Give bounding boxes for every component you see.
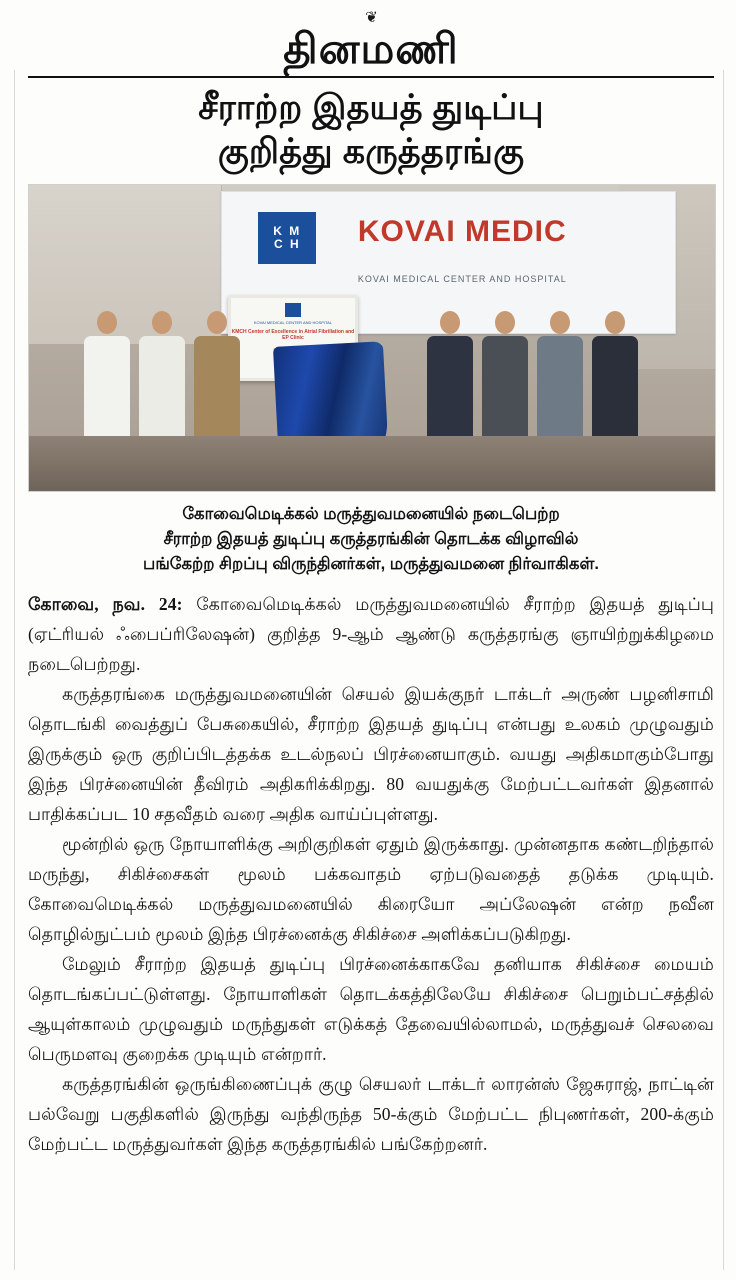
plaque-line-2: KMCH Center of Excellence in Atrial Fibrillation and EP Clinic	[231, 329, 355, 342]
paragraph-text: கோவைமெடிக்கல் மருத்துவமனையில் சீராற்ற இதயத் துடிப்பு (ஏட்ரியல் ஃபைப்ரிலேஷன்) குறித்த 9-ஆம் ஆண்டு கருத்தரங்கு ஞாயிற்றுக்கிழமை நடைபெற்றது.	[28, 594, 714, 674]
person-3	[194, 311, 240, 454]
column-rule-right	[723, 70, 724, 1270]
article-paragraph-4: மேலும் சீராற்ற இதயத் துடிப்பு பிரச்னைக்காகவே தனியாக சிகிச்சை மையம் தொடங்கப்பட்டுள்ளது. நோயாளிகள் தொடக்கத்திலேயே சிகிச்சை பெறும்பட்சத்தில் ஆயுள்காலம் முழுவதும் மருந்துகள் எடுக்கத் தேவையில்லாமல், மருத்துவச் செலவை பெருமளவு குறைக்க முடியும் என்றார்.	[28, 954, 714, 1064]
photo-floor	[29, 436, 715, 491]
person-7	[592, 311, 638, 454]
masthead-ornament-icon: ❦	[365, 10, 377, 26]
column-rule-left	[14, 70, 15, 1270]
article-paragraph-1	[28, 589, 714, 679]
person-head	[495, 311, 515, 334]
person-head	[97, 311, 117, 334]
headline-line-1: சீராற்ற இதயத் துடிப்பு	[198, 88, 544, 127]
caption-line-2: சீராற்ற இதயத் துடிப்பு கருத்தரங்கின் தொடக்க விழாவில்	[163, 530, 579, 548]
article-paragraph-2: கருத்தரங்கை மருத்துவமனையின் செயல் இயக்குநர் டாக்டர் அருண் பழனிசாமி தொடங்கி வைத்துப் பேசுகையில், சீராற்ற இதயத் துடிப்பு என்பது உலகம் முழுவதும் இருக்கும் ஒரு குறிப்பிடத்தக்க உடல்நலப் பிரச்னையாகும். வயது அதிகமாகும்போது இந்த பிரச்னையின் தீவிரம் அதிகரிக்கிறது. 80 வயதுக்கு மேற்பட்டவர்கள் இதனால் பாதிக்கப்பட 10 சதவீதம் வரை அதிக வாய்ப்புள்ளது.	[28, 684, 714, 824]
masthead-title: தினமணி	[283, 25, 459, 72]
article-paragraph-3: மூன்றில் ஒரு நோயாளிக்கு அறிகுறிகள் ஏதும் இருக்காது. முன்னதாக கண்டறிந்தால் மருந்து, சிகிச்சைகள் மூலம் பக்கவாதம் ஏற்படுவதைத் தடுக்க முடியும். கோவைமெடிக்கல் மருத்துவமனையில் கிரையோ அப்லேஷன் என்ற நவீன தொழில்நுட்பம் மூலம் இந்த பிரச்னைக்கு சிகிச்சை அளிக்கப்படுகிறது.	[28, 834, 714, 944]
photo-scene	[29, 185, 715, 491]
person-head	[550, 311, 570, 334]
banner-headline-text: KOVAI MEDIC	[357, 214, 567, 248]
plaque-line-1: KOVAI MEDICAL CENTER AND HOSPITAL	[253, 320, 333, 326]
photo-people-group	[29, 265, 715, 455]
person-head	[605, 311, 625, 334]
kmch-logo	[258, 212, 316, 264]
article-photo	[28, 184, 716, 492]
headline-line-2: குறித்து கருத்தரங்கு	[217, 132, 525, 171]
photo-caption	[28, 502, 714, 577]
person-6	[537, 311, 583, 454]
caption-line-3: பங்கேற்ற சிறப்பு விருந்தினர்கள், மருத்துவமனை நிர்வாகிகள்.	[143, 555, 599, 573]
article-body	[28, 589, 714, 1159]
article-paragraph-5: கருத்தரங்கின் ஒருங்கிணைப்புக் குழு செயலர் டாக்டர் லாரன்ஸ் ஜேசுராஜ், நாட்டின் பல்வேறு பகுதிகளில் இருந்து வந்திருந்த 50-க்கும் மேற்பட்ட நிபுணர்கள், 200-க்கும் மேற்பட்ட மருத்துவர்கள் இந்த கருத்தரங்கில் பங்கேற்றனர்.	[28, 1074, 714, 1154]
person-head	[152, 311, 172, 334]
person-4	[427, 311, 473, 454]
person-head	[440, 311, 460, 334]
kmch-logo-line-1: K M	[273, 223, 302, 238]
masthead	[28, 6, 714, 78]
masthead-divider	[28, 76, 714, 78]
person-1	[84, 311, 130, 454]
headline	[28, 86, 714, 174]
person-head	[207, 311, 227, 334]
kmch-logo-line-2: C H	[273, 236, 301, 251]
banner-subtitle-text: KOVAI MEDICAL CENTER AND HOSPITAL	[357, 273, 567, 284]
person-2	[139, 311, 185, 454]
person-5	[482, 311, 528, 454]
dateline: கோவை, நவ. 24:	[28, 594, 183, 614]
caption-line-1: கோவைமெடிக்கல் மருத்துவமனையில் நடைபெற்ற	[182, 505, 560, 523]
